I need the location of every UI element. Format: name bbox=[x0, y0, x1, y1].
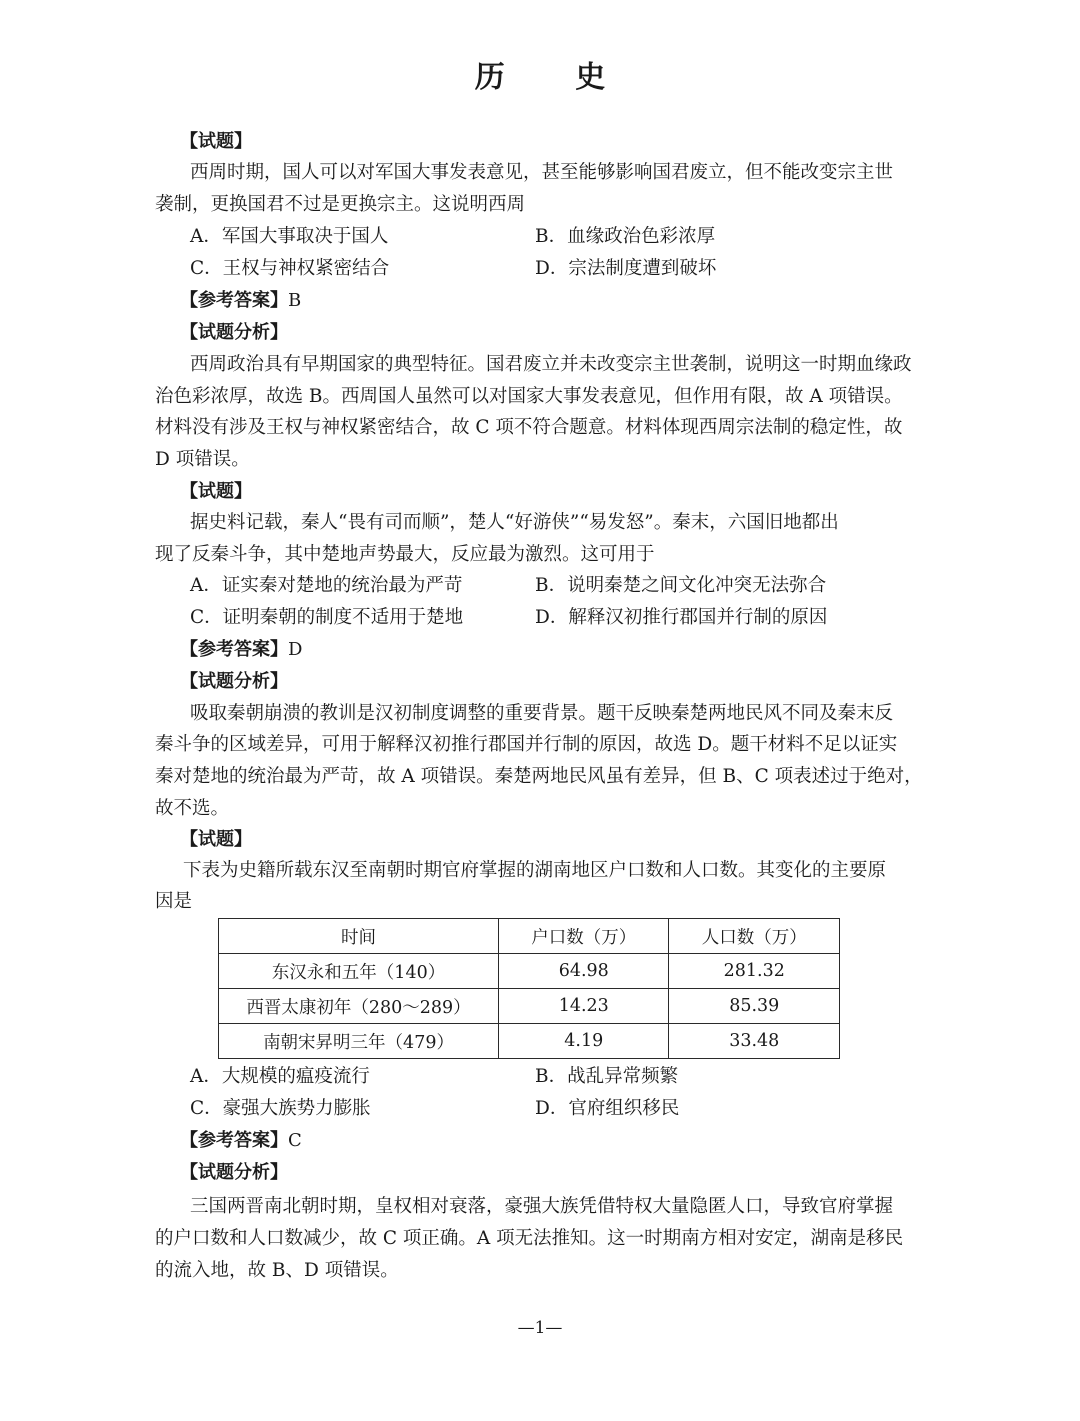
table-cell: 南朝宋昇明三年（479） bbox=[219, 1024, 499, 1059]
analysis-line: 治色彩浓厚，故选 B。西周国人虽然可以对国家大事发表意见，但作用有限，故 A 项错误。 bbox=[155, 386, 903, 407]
table-cell: 东汉永和五年（140） bbox=[219, 954, 499, 989]
analysis-line: 的户口数和人口数减少，故 C 项正确。A 项无法推知。这一时期南方相对安定，湖南是移民 bbox=[155, 1228, 904, 1249]
analysis-line: D 项错误。 bbox=[155, 449, 250, 470]
page-number: —1— bbox=[517, 1318, 563, 1338]
table-row bbox=[219, 989, 840, 1024]
question-label: 【试题】 bbox=[180, 481, 252, 502]
answer-label: 【参考答案】 bbox=[180, 290, 288, 311]
table-header-cell: 时间 bbox=[219, 919, 499, 954]
data-table bbox=[218, 918, 840, 1059]
analysis-line: 吸取秦朝崩溃的教训是汉初制度调整的重要背景。题干反映秦楚两地民风不同及秦末反 bbox=[190, 703, 894, 724]
option-c: C．证明秦朝的制度不适用于楚地 bbox=[190, 607, 464, 628]
answer-line bbox=[180, 634, 950, 666]
table-cell: 西晋太康初年（280～289） bbox=[219, 989, 499, 1024]
question-label: 【试题】 bbox=[180, 131, 252, 152]
analysis-line: 秦斗争的区域差异，可用于解释汉初推行郡国并行制的原因，故选 D。题干材料不足以证实 bbox=[155, 734, 898, 755]
analysis-line: 三国两晋南北朝时期，皇权相对衰落，豪强大族凭借特权大量隐匿人口，导致官府掌握 bbox=[190, 1196, 894, 1217]
table-header-cell: 户口数（万） bbox=[499, 919, 669, 954]
question-stem-line: 因是 bbox=[155, 891, 193, 912]
option-d: D．官府组织移民 bbox=[535, 1098, 680, 1119]
table-cell: 33.48 bbox=[669, 1024, 840, 1059]
option-d: D．解释汉初推行郡国并行制的原因 bbox=[535, 607, 828, 628]
option-c: C．王权与神权紧密结合 bbox=[190, 258, 390, 279]
question-stem-line: 西周时期，国人可以对军国大事发表意见，甚至能够影响国君废立，但不能改变宗主世 bbox=[190, 162, 894, 183]
option-a: A．军国大事取决于国人 bbox=[190, 226, 389, 247]
option-c: C．豪强大族势力膨胀 bbox=[190, 1098, 371, 1119]
question-stem-line: 现了反秦斗争，其中楚地声势最大，反应最为激烈。这可用于 bbox=[155, 544, 655, 565]
question-stem-line: 袭制，更换国君不过是更换宗主。这说明西周 bbox=[155, 194, 526, 215]
option-a: A．大规模的瘟疫流行 bbox=[190, 1066, 370, 1087]
table-cell: 281.32 bbox=[669, 954, 840, 989]
answer-value: D bbox=[288, 639, 303, 660]
option-d: D．宗法制度遭到破坏 bbox=[535, 258, 717, 279]
table-cell: 14.23 bbox=[499, 989, 669, 1024]
analysis-line: 的流入地，故 B、D 项错误。 bbox=[155, 1260, 399, 1281]
answer-line bbox=[180, 285, 950, 317]
table-row bbox=[219, 954, 840, 989]
answer-value: C bbox=[288, 1130, 302, 1151]
question-label: 【试题】 bbox=[180, 829, 252, 850]
answer-label: 【参考答案】 bbox=[180, 639, 288, 660]
table-cell: 4.19 bbox=[499, 1024, 669, 1059]
table-header-row bbox=[219, 919, 840, 954]
question-stem-line: 据史料记载，秦人“畏有司而顺”，楚人“好游侠”“易发怒”。秦末，六国旧地都出 bbox=[190, 512, 839, 533]
analysis-label: 【试题分析】 bbox=[180, 671, 288, 692]
option-b: B．血缘政治色彩浓厚 bbox=[535, 226, 716, 247]
answer-label: 【参考答案】 bbox=[180, 1130, 288, 1151]
table-cell: 85.39 bbox=[669, 989, 840, 1024]
analysis-label: 【试题分析】 bbox=[180, 322, 288, 343]
answer-value: B bbox=[288, 290, 302, 311]
page-title: 历 史 bbox=[474, 60, 636, 95]
table-cell: 64.98 bbox=[499, 954, 669, 989]
answer-line bbox=[180, 1125, 950, 1157]
table-row bbox=[219, 1024, 840, 1059]
option-b: B．战乱异常频繁 bbox=[535, 1066, 679, 1087]
option-a: A．证实秦对楚地的统治最为严苛 bbox=[190, 575, 463, 596]
analysis-line: 秦对楚地的统治最为严苛，故 A 项错误。秦楚两地民风虽有差异，但 B、C 项表述过于绝对， bbox=[155, 766, 923, 787]
analysis-label: 【试题分析】 bbox=[180, 1162, 288, 1183]
table-header-cell: 人口数（万） bbox=[669, 919, 840, 954]
option-b: B．说明秦楚之间文化冲突无法弥合 bbox=[535, 575, 827, 596]
analysis-line: 西周政治具有早期国家的典型特征。国君废立并未改变宗主世袭制，说明这一时期血缘政 bbox=[190, 354, 912, 375]
analysis-line: 材料没有涉及王权与神权紧密结合，故 C 项不符合题意。材料体现西周宗法制的稳定性，故 bbox=[155, 417, 903, 438]
analysis-line: 故不选。 bbox=[155, 798, 230, 819]
question-stem-line: 下表为史籍所载东汉至南朝时期官府掌握的湖南地区户口数和人口数。其变化的主要原 bbox=[183, 860, 887, 881]
